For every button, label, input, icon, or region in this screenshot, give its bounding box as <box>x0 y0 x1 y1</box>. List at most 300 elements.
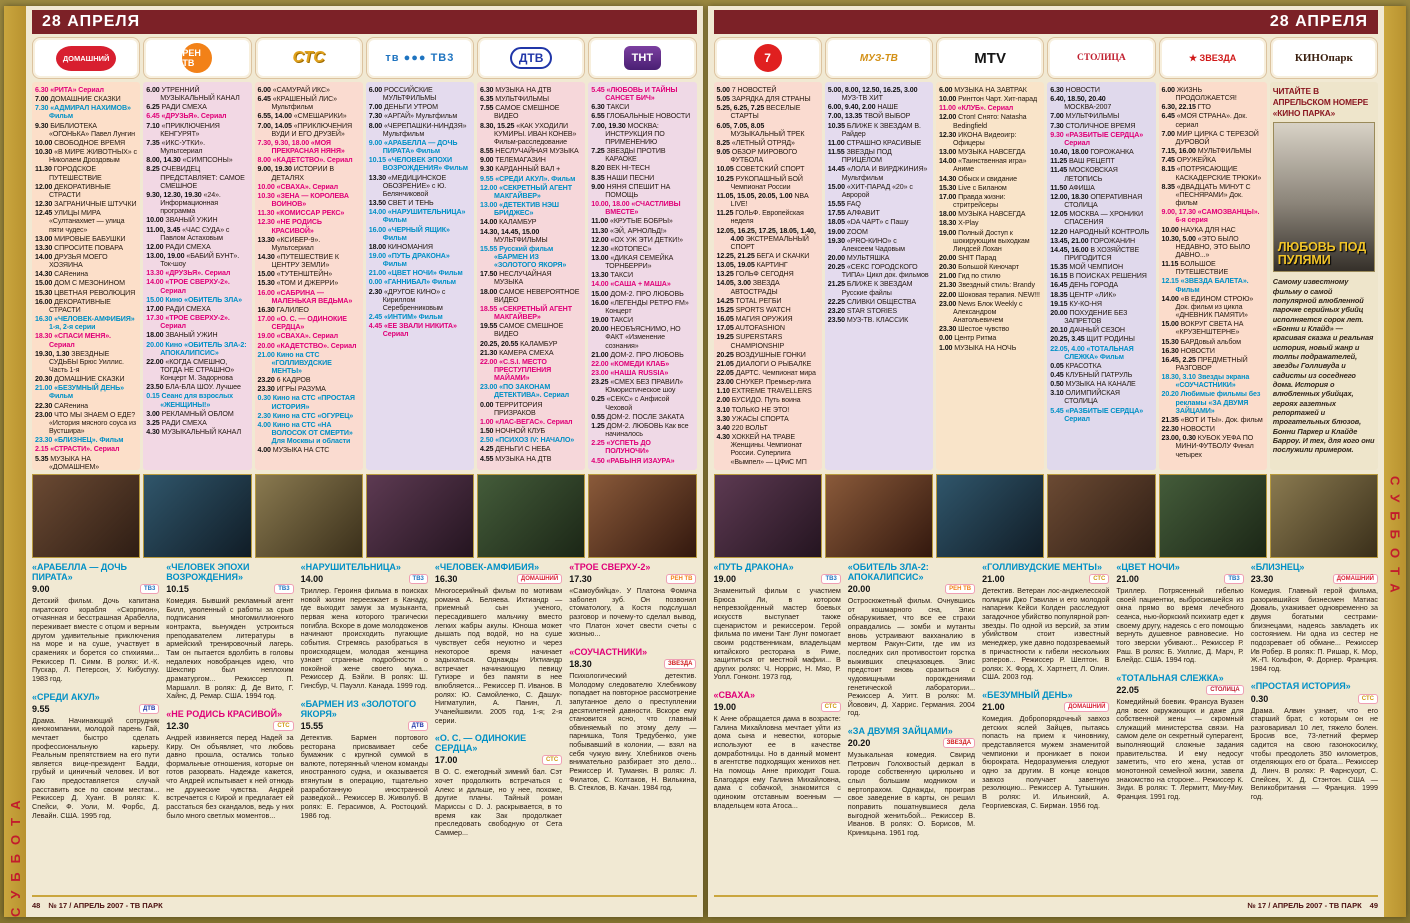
program-entry: 0.45 КЛУБНЫЙ ПАТРУЛЬ <box>1050 371 1133 379</box>
program-entry: 10.15 «ЧЕЛОВЕК ЭПОХИ ВОЗРОЖДЕНИЯ» Фильм <box>368 156 468 173</box>
film-still-strip-left <box>32 474 697 558</box>
program-entry: 15.30 ЦВЕТНАЯ РЕВОЛЮЦИЯ <box>35 288 136 297</box>
program-entry: 20.30 Большой Киночарт <box>939 263 1019 272</box>
program-time: 6.45 <box>257 95 271 104</box>
program-time: 0.15 <box>146 392 160 401</box>
film-title: «ЗА ДВУМЯ ЗАЙЦАМИ» <box>847 726 953 737</box>
program-time: 7.00 <box>1161 129 1175 138</box>
film-title: «НАРУШИТЕЛЬНИЦА» <box>300 562 401 572</box>
program-entry: 13.00 «ДИКАЯ СЕМЕЙКА ТОРНБЕРРИ» <box>591 253 674 271</box>
program-time: 11.00 <box>827 138 845 147</box>
program-entry: 20.00 МУЛЬТЯШКА <box>827 253 890 262</box>
program-time: 8.00 <box>368 121 383 130</box>
program-time: 0.00 <box>368 278 383 287</box>
film-title: «О. С. — ОДИНОКИЕ СЕРДЦА» <box>434 733 527 754</box>
description-column <box>569 562 696 892</box>
zvezda-channel-badge: ЗВЕЗДА <box>664 659 696 669</box>
program-time: 19.30 <box>827 236 846 245</box>
mtv-channel-logo <box>936 37 1044 79</box>
program-entry: 15.00 ДОМ-2. ПРО ЛЮБОВЬ <box>591 289 684 298</box>
program-time: 0.30 <box>257 394 271 403</box>
program-entry: 4.50 «РАБЫНЯ ИЗАУРА» <box>591 456 675 465</box>
film-title: «ПРОСТАЯ ИСТОРИЯ» <box>1250 681 1351 692</box>
film-title: «БАРМЕН ИЗ «ЗОЛОТОГО ЯКОРЯ» <box>300 698 417 719</box>
program-time: 20.25, 3.45 <box>1050 335 1085 344</box>
program-time: 6.00 <box>257 86 271 94</box>
program-time: 7.35 <box>146 138 160 147</box>
film-description <box>569 647 696 793</box>
film-time-row <box>848 738 975 748</box>
program-entry: 11.15 БОЛЬШОЕ ПУТЕШЕСТВИЕ <box>1161 260 1229 277</box>
program-entry: 6.55, 14.00 «СМЕШАРИКИ» <box>257 112 347 121</box>
tv3-channel-badge: ТВ3 <box>274 584 293 594</box>
page-number: 48 <box>32 900 41 910</box>
program-time: 15.30 <box>939 183 957 192</box>
ren-channel-badge: РЕН ТВ <box>666 574 696 584</box>
program-time: 15.30 <box>257 279 275 288</box>
film-time: 21.00 <box>982 702 1005 713</box>
tv3-channel-badge: ТВ3 <box>821 574 840 584</box>
film-title: «НЕ РОДИСЬ КРАСИВОЙ» <box>166 708 283 719</box>
program-entry: 13.30 ТАКСИ <box>591 271 633 280</box>
dom-channel-badge: ДОМАШНИЙ <box>1333 574 1378 584</box>
film-still-photo <box>143 474 251 558</box>
program-time: 9.30 <box>1050 130 1064 139</box>
program-entry: 16.00 «ЧЕРНЫЙ ЯЩИК» Фильм <box>368 225 450 242</box>
program-time: 13.00, 19.00 <box>146 251 185 260</box>
film-title: «ЧЕЛОВЕК-АМФИБИЯ» <box>434 562 540 572</box>
program-entry: 9.30 КАРДАННЫЙ ВАЛ + <box>480 165 561 174</box>
program-entry: 9.00, 19.30 ИСТОРИИ В ДЕТАЛЯХ <box>257 165 335 182</box>
film-description <box>435 733 562 837</box>
film-time-row <box>1251 574 1378 584</box>
program-list-muz <box>825 82 933 470</box>
program-time: 15.25 <box>716 305 734 314</box>
program-time: 6.40, 18.50, 20.40 <box>1050 95 1106 104</box>
program-entry: 19.30 «PRO-КИНО» с Алексеем Чадовым <box>827 236 905 253</box>
program-entry: 0.00 Центр Ритма <box>939 334 997 343</box>
tv3-logo-text: тв ●●● ТВ3 <box>385 52 455 64</box>
program-time: 6.45 <box>1161 112 1175 121</box>
program-time: 7.25 <box>591 147 605 156</box>
film-time: 20.20 <box>847 738 871 749</box>
program-entry: 23.50 МУЗ-ТВ. КЛАССИК <box>827 316 909 325</box>
program-time: 12.20 <box>1050 227 1068 236</box>
program-time: 15.00 <box>35 279 53 288</box>
program-time: 13.00 <box>35 234 53 243</box>
bonnie-and-clyde-photo <box>1273 122 1375 272</box>
program-time: 8.25 <box>146 165 160 174</box>
film-still-photo <box>588 474 696 558</box>
program-time: 13.00 <box>480 201 498 210</box>
tnt-logo-text: ТНТ <box>624 46 661 70</box>
program-time: 22.00 <box>591 359 609 368</box>
date-label: 28 АПРЕЛЯ <box>42 13 141 30</box>
program-entry: 1.00 МУЗЫКА НА НОЧЬ <box>939 343 1017 352</box>
channel-column-kino <box>1270 37 1378 470</box>
ren-logo-text: РЕН ТВ <box>182 43 212 73</box>
program-time: 10.25 <box>716 174 734 183</box>
film-title: «ТРОЕ СВЕРХУ-2» <box>569 562 651 572</box>
program-entry: 7.25 ЗВЕЗДЫ ПРОТИВ КАРАОКЕ <box>591 147 666 164</box>
page-left-content <box>26 6 703 917</box>
program-time: 12.00 <box>939 113 957 122</box>
program-entry: 21.00 ДОМ-2. ПРО ЛЮБОВЬ <box>591 350 684 359</box>
program-entry: 0.15 Сеанс для взрослых «ЖЕНЩИНЫ!» <box>146 392 233 409</box>
film-synopsis: Детектив. Ветеран лос-анджелесской полиции Джо Гэвилан и его молодой напарник Кейси Колден расследуют загадочное убийство популярной рэп-звезды. По одной из версий, за этим убийством стоит известный менеджер, уже давно подозреваемый в причастности к гибели нескольких рэперов... Режиссер Р. Шелтон. В ролях: Х. Форд, Х. Хартнетт, Л. Олин. США. 2003 год. <box>982 586 1110 682</box>
weekday-band-right <box>1384 6 1406 917</box>
program-time: 18.55 <box>480 304 498 313</box>
film-synopsis: В О. С. ежегодный зимний бал. Сэт хочет продолжить встречаться с Алекс и дальше, но у нее, похоже, другие планы. Тайный роман Мариссы с D. J. раскрывается, в то время как Зак продолжает преследовать свободную от Сета Саммер... <box>434 767 563 837</box>
program-time: 11.15 <box>1161 260 1179 269</box>
program-time: 13.45, 21.00 <box>1050 236 1089 245</box>
film-title: «СОУЧАСТНИКИ» <box>569 646 648 657</box>
program-entry: 8.00 «КАДЕТСТВО». Сериал <box>257 156 353 165</box>
program-entry: 9.55 «СРЕДИ АКУЛ». Фильм <box>480 174 576 183</box>
tv3-channel-badge: ТВ3 <box>409 574 428 584</box>
channel-column-ren <box>143 37 251 470</box>
weekday-label: СУББОТА <box>1387 476 1403 602</box>
description-column <box>435 562 562 892</box>
program-entry: 4.00 МУЗЫКА НА СТС <box>257 446 330 455</box>
film-description <box>435 562 562 725</box>
program-entry: 6.00, 9.40, 2.00 НАШЕ <box>827 103 899 112</box>
program-time: 6.30 <box>591 103 605 112</box>
film-title: «БЕЗУМНЫЙ ДЕНЬ» <box>982 690 1073 701</box>
program-time: 11.30 <box>35 165 52 174</box>
program-entry: 14.00 «САША + МАША» <box>591 280 671 289</box>
program-entry: 8.35 «ДВАДЦАТЬ МИНУТ С «ПЕСНЯРАМИ» Док. фильм <box>1161 182 1251 208</box>
page-right-content <box>708 6 1385 917</box>
program-entry: 16.00 «ЛЕГЕНДЫ РЕТРО FM» Концерт <box>591 298 689 315</box>
film-time: 19.00 <box>713 574 737 585</box>
program-entry: 0.55 ДОМ-2. ПОСЛЕ ЗАКАТА <box>591 412 685 421</box>
description-column <box>32 562 159 892</box>
program-entry: 18.05 «DA ЧАРТ» с Пашу <box>827 218 909 227</box>
program-time: 23.00 <box>480 383 498 392</box>
program-entry: 13.45, 21.00 ГОРОЖАНИН <box>1050 236 1135 245</box>
program-time: 12.00, 18.30 <box>1050 192 1089 201</box>
program-time: 9.00, 17.30 <box>1161 208 1196 217</box>
page-footer-left <box>32 895 697 913</box>
program-time: 3.25 <box>146 418 160 427</box>
program-entry: 16.30 ГАЛИЛЕО <box>257 305 309 314</box>
program-entry: 11.00 СТРАШНО КРАСИВЫЕ <box>827 138 922 147</box>
program-time: 19.25 <box>716 333 734 342</box>
kinopark-promo <box>1270 82 1378 470</box>
program-time: 12.00 <box>35 182 53 191</box>
program-time: 6.00 <box>1161 86 1175 94</box>
program-time: 14.45, 16.00 <box>1050 245 1089 254</box>
program-list-s7 <box>714 82 822 470</box>
program-time: 12.00 <box>591 235 609 244</box>
program-entry: 6.40, 18.50, 20.40 МОСКВА-2007 <box>1050 95 1112 112</box>
weekday-band-left <box>4 6 26 917</box>
page-number: 49 <box>1369 900 1378 910</box>
film-synopsis: Комедия. Добропорядочный завхоз детских яслей Зайцев, пытаясь попасть на прием к чиновнику, представляется мужем знаменитой чемпионки и проникает в покои бюрократа. Недоразумения следуют одно за другим. В конце концов завхоз получает заветную резолюцию... Режиссер А. Тутышкин. В ролях: И. Ильинский, А. Георгиевская, С. Бирман. 1956 год. <box>982 714 1110 810</box>
muz-channel-logo <box>825 37 933 79</box>
program-time: 19.00 <box>591 316 609 325</box>
program-time: 22.00 <box>146 357 164 366</box>
program-entry: 1.25 ДОМ-2. ЛЮБОВЬ Как все начиналось <box>591 421 689 439</box>
film-synopsis: Триллер. Потрясенный гибелью своей пациентки, выбросившейся из окна прямо во время лечебного сеанса, нью-йоркский психиатр едет к своему другу, надеясь с его помощью вернуть душевное равновесие. Но того зверски убивают... Режиссер Р. Раш. В ролях: Б. Уиллис, Д. Марч, Р. Блейдс. США. 1994 год. <box>1116 586 1244 665</box>
stolica-channel-logo <box>1047 37 1155 79</box>
program-time: 15.35 <box>1050 263 1068 272</box>
program-time: 22.30 <box>35 401 53 410</box>
dom-channel-badge: ДОМАШНИЙ <box>517 574 562 584</box>
program-entry: 6.00 МУЗЫКА НА ЗАВТРАК <box>939 86 1027 94</box>
program-entry: 14.45 «ЛОЛА И ВИРДЖИНИЯ» Мультфильм <box>827 165 928 182</box>
program-time: 18.00 <box>939 210 957 219</box>
program-entry: 3.25 РАДИ СМЕХА <box>146 418 207 427</box>
program-entry: 23.00 News Блок Weekly с Александром Анатольевичем <box>939 299 1023 325</box>
program-entry: 15.00 ВОКРУГ СВЕТА НА «КРУЗЕНШТЕРНЕ» <box>1161 320 1244 337</box>
page-left <box>4 6 703 917</box>
film-still-photo <box>1270 474 1378 558</box>
film-synopsis: Комедия. Бывший рекламный агент Билл, уволенный с работы за срыв подписания многомиллионного контракта, вынужден устроиться преподавателем литературы в армейский тренировочный лагерь. Там он пытается вдолбить в головы недалеких новобранцев идею, что Шекспир был неплохим драматургом... Режиссер П. Маршалл. В ролях: Д. Де Вито, Г. Хайнс, Д. Ремар. США. 1994 год. <box>166 596 294 701</box>
program-entry: 10.30 «В МИРЕ ЖИВОТНЫХ» с Николаем Дроздовым <box>35 148 137 165</box>
program-time: 7.00, 14.05 <box>257 121 292 130</box>
program-time: 22.25 <box>827 297 846 306</box>
program-entry: 12.25, 21.25 БЕГА И СКАЧКИ <box>716 251 810 260</box>
program-time: 5.05 <box>716 95 730 104</box>
program-time: 12.00 <box>146 242 164 251</box>
program-entry: 13.05, 19.05 КАРТИНГ <box>716 261 788 270</box>
program-list-zvezda <box>1159 82 1267 470</box>
program-list-stolica <box>1047 82 1155 470</box>
film-title: «ГОЛЛИВУДСКИЕ МЕНТЫ» <box>982 562 1102 572</box>
program-time: 12.30 <box>591 244 609 253</box>
program-entry: 7.30 «АРГАЙ» Мультфильм <box>368 112 458 121</box>
program-time: 14.00 <box>480 218 498 227</box>
program-entry: 23.00, 0.30 КУБОК УЕФА ПО МИНИ-ФУТБОЛУ Финал четырех <box>1161 434 1254 459</box>
film-time-row <box>714 574 841 584</box>
program-time: 5.00, 8.00, 12.50, 16.25, 3.00 <box>827 86 918 94</box>
program-entry: 2.45 «ИНТИМ» Фильм <box>368 313 443 322</box>
program-entry: 13.25 ГОЛЬФ СЕГОДНЯ <box>716 270 794 279</box>
film-time-row <box>32 584 159 594</box>
program-entry: 18.00 ЗВАНЫЙ УЖИН <box>146 331 218 340</box>
program-time: 23.25 <box>591 378 609 387</box>
program-time: 20.25, 20.55 <box>480 339 519 348</box>
program-time: 1.00 <box>939 343 953 352</box>
program-entry: 6.45 «ДРУЗЬЯ». Сериал <box>146 112 227 121</box>
program-entry: 9.30, 12.30, 19.30 «24». Информационная программа <box>146 190 221 216</box>
program-entry: 20.00 «КАДЕТСТВО». Сериал <box>257 341 357 350</box>
dtv-channel-badge: ДТВ <box>139 704 159 714</box>
program-entry: 7.00 ДЕНЬГИ УТРОМ <box>368 103 438 112</box>
program-entry: 10.35 БЛИЖЕ К ЗВЕЗДАМ В. Райдер <box>827 121 921 138</box>
film-still-photo <box>366 474 474 558</box>
program-entry: 14.30 Обыск и свидание <box>939 174 1017 183</box>
film-description <box>166 562 293 701</box>
program-time: 19.15 <box>1050 299 1068 308</box>
film-time: 21.00 <box>982 574 1005 585</box>
program-entry: 7.00, 19.30 МОСКВА: ИНСТРУКЦИЯ ПО ПРИМЕНЕНИЮ <box>591 121 665 146</box>
program-time: 23.20 <box>257 376 275 385</box>
program-entry: 15.55 FAQ <box>827 200 861 209</box>
program-entry: 22.00 «C.S.I. МЕСТО ПРЕСТУПЛЕНИЯ МАЙАМИ» <box>480 357 552 383</box>
program-entry: 2.30 Кино на СТС «ОГУРЕЦ» <box>257 411 354 420</box>
program-time: 12.00 <box>480 183 498 192</box>
description-column <box>848 562 975 892</box>
program-entry: 23.00 «ПО ЗАКОНАМ ДЕТЕКТИВА». Сериал <box>480 383 569 400</box>
program-entry: 17.00 Правда жизни: стритрейсеры <box>939 192 1006 210</box>
film-description <box>32 562 159 684</box>
program-entry: 23.00 СНУКЕР. Премьер-лига <box>716 378 811 387</box>
program-time: 1.50 <box>480 427 494 436</box>
program-time: 2.25 <box>591 439 605 448</box>
program-entry: 18.35 ЦЕНТР «ЛИК» <box>1050 290 1117 299</box>
program-entry: 12.20 НАРОДНЫЙ КОНТРОЛЬ <box>1050 227 1150 236</box>
program-entry: 10.00, 18.00 «СЧАСТЛИВЫ ВМЕСТЕ» <box>591 200 681 217</box>
film-synopsis: Многосерийный фильм по мотивам романа А. Беляева. Ихтиандр — приемный сын ученого, пересадившего мальчику вместо легких жабры акулы. Юноша может дышать под водой, но на суше чувствует себя неуютно и через некоторое время начинает задыхаться. Однажды Ихтиандр встречает начинающую певицу Гутиэре и без памяти в нее влюбляется... Режиссер П. Иванов. В ролях: Ю. Самойленко, С. Дашук-Нигматулин, А. Панин, Л. Учанейшвили. 2005 год. 1-я; 2-я серии. <box>434 586 563 725</box>
program-time: 19.00 <box>939 228 957 237</box>
program-time: 4.30 <box>716 433 730 442</box>
description-column <box>1116 562 1243 892</box>
program-entry: 9.00 ТЕЛЕМАГАЗИН <box>480 156 546 165</box>
dtv-logo-text: ДТВ <box>510 47 553 69</box>
program-time: 6.30 <box>480 86 494 94</box>
program-entry: 22.00 Шоковая терапия. NEW!!! <box>939 290 1040 299</box>
film-time-row <box>1251 694 1378 704</box>
program-entry: 21.05 ДИАЛОГИ О РЫБАЛКЕ <box>716 359 812 368</box>
program-time: 14.00 <box>368 208 387 217</box>
program-entry: 7.00 ДОМАШНИЕ СКАЗКИ <box>35 95 121 104</box>
program-time: 5.45 <box>1050 406 1064 415</box>
film-synopsis: «Самоубийца». У Платона Фомича заболел зуб. Он позвонил стоматологу, а Костя подслушал разговор и почему-то сделал вывод, что Платон хочет свести счеты с жизнью... <box>569 586 697 639</box>
program-entry: 12.00 «СЕКРЕТНЫЙ АГЕНТ МАКГАЙВЕР» <box>480 183 572 200</box>
program-entry: 21.00 Гид по стилю <box>939 272 1001 281</box>
kino-logo-text: КИНОпарк <box>1294 52 1353 64</box>
program-entry: 23.30 Шестое чувство <box>939 325 1010 334</box>
program-time: 13.30 <box>257 235 275 244</box>
program-time: 18.00 <box>480 287 498 296</box>
program-entry: 9.00, 17.30 «САМОЗВАНЦЫ». 6-я серия <box>1161 208 1260 225</box>
program-time: 7.45 <box>1161 156 1175 165</box>
program-time: 0.55 <box>591 412 605 421</box>
program-entry: 17.00 РАДИ СМЕХА <box>146 304 211 313</box>
program-entry: 4.45 «ЕЕ ЗВАЛИ НИКИТА» Сериал <box>368 322 457 339</box>
program-time: 23.30 <box>939 325 957 334</box>
film-description <box>714 690 841 810</box>
sts-channel-badge: СТС <box>273 721 293 731</box>
channel-column-stolica <box>1047 37 1155 470</box>
program-entry: 4.55 МУЗЫКА НА ДТВ <box>480 454 552 463</box>
stolica-logo-text: СТОЛИЦА <box>1077 53 1126 63</box>
program-time: 2.00 <box>716 396 730 405</box>
description-column <box>301 562 428 892</box>
program-time: 15.55 <box>480 244 498 253</box>
program-entry: 6.00 «САМУРАЙ ИКС» <box>257 86 330 94</box>
program-time: 21.30 <box>939 281 957 290</box>
channel-column-s7 <box>714 37 822 470</box>
program-time: 15.00 <box>827 182 846 191</box>
film-time: 12.30 <box>166 720 189 731</box>
program-time: 11.25 <box>716 209 734 218</box>
program-time: 18.05 <box>827 218 846 227</box>
program-entry: 21.30 Звездный стиль: Brandy <box>939 281 1035 290</box>
program-list-dom <box>32 82 140 470</box>
program-time: 17.00 <box>939 192 957 201</box>
program-time: 0.00 <box>939 334 953 343</box>
program-entry: 14.00 «НАРУШИТЕЛЬНИЦА» Фильм <box>368 208 466 225</box>
program-list-tnt <box>588 82 696 470</box>
program-time: 6.00 <box>939 86 953 94</box>
program-entry: 10.00 «СВАХА». Сериал <box>257 182 339 191</box>
program-time: 4.00 <box>257 446 271 455</box>
program-entry: 23.50 БЛА-БЛА ШОУ. Лучшее <box>146 383 241 392</box>
program-time: 11.55 <box>827 148 845 157</box>
program-time: 6.25 <box>146 103 160 112</box>
program-entry: 6.30 НОВОСТИ <box>1050 86 1100 94</box>
program-entry: 5.35 МУЗЫКА НА «ДОМАШНЕМ» <box>35 454 100 470</box>
program-time: 22.05, 4.00 <box>1050 344 1085 353</box>
program-entry: 16.05 МАГИЯ ОРУЖИЯ <box>716 315 793 324</box>
film-description <box>301 562 428 691</box>
program-time: 3.10 <box>716 405 730 414</box>
program-time: 19.55 <box>480 322 498 331</box>
film-time-row <box>32 704 159 714</box>
film-time-row <box>435 574 562 584</box>
program-list-dtv <box>477 82 585 470</box>
film-time: 15.55 <box>300 720 324 731</box>
program-time: 20.30 <box>939 263 957 272</box>
program-entry: 19.00 «СВАХА». Сериал <box>257 332 339 341</box>
program-time: 21.00 <box>35 384 53 393</box>
program-time: 22.00 <box>939 290 957 299</box>
program-entry: 19.00 ZOOM <box>827 227 868 236</box>
program-entry: 11.45 МОСКОВСКАЯ ЛЕТОПИСЬ <box>1050 166 1118 183</box>
film-time: 17.00 <box>434 755 458 766</box>
film-time: 0.30 <box>1250 693 1269 704</box>
program-time: 14.25 <box>716 296 734 305</box>
program-time: 9.00 <box>480 156 494 165</box>
film-synopsis: Драма. Алвин узнает, что его старший брат, с которым он не разговаривал 10 лет, тяжело болен. Бросив все, 73-летний фермер садится на свою газонокосилку, чтобы преодолеть 350 километров, отделяющих его от брата... Режиссер Д. Линч. В ролях: Р. Фарнсуорт, С. Спейсек, Х. Д. Стэнтон. США — Великобритания — Франция. 1999 год. <box>1250 705 1378 801</box>
program-entry: 15.00 «ТУТЕНШТЕЙН» <box>257 270 333 279</box>
tv3-channel-badge: ТВ3 <box>140 584 159 594</box>
program-entry: 8.35 НАШИ ПЕСНИ <box>591 173 655 182</box>
film-descriptions-left <box>32 562 697 892</box>
channel-grid-right <box>714 37 1379 470</box>
program-time: 14.00 <box>1161 294 1179 303</box>
program-time: 4.25 <box>480 445 494 454</box>
program-time: 6.00, 9.40, 2.00 <box>827 103 876 112</box>
program-entry: 20.00 SHIT Парад <box>939 253 997 262</box>
muz-logo-text: МУЗ-ТВ <box>859 52 898 64</box>
program-time: 13.50 <box>368 199 387 208</box>
program-entry: 12.15 «ЗВЕЗДА БАЛЕТА». Фильм <box>1161 277 1249 294</box>
program-time: 14.30 <box>257 252 275 261</box>
program-time: 12.05, 16.25, 17.25, 18.05, 1.40, 4.00 <box>716 226 816 243</box>
program-time: 1.25 <box>591 421 605 430</box>
program-entry: 12.30 «НЕ РОДИСЬ КРАСИВОЙ» <box>257 218 322 235</box>
program-entry: 5.05 ЗАРЯДКА ДЛЯ СТРАНЫ <box>716 95 811 104</box>
program-time: 12.15 <box>1161 277 1179 286</box>
program-time: 11.00 <box>939 104 956 113</box>
film-still-strip-right <box>714 474 1379 558</box>
program-time: 21.00 <box>939 272 957 281</box>
program-time: 0.45 <box>1050 371 1064 379</box>
program-entry: 7.15, 16.00 МУЛЬТФИЛЬМЫ <box>1161 147 1252 156</box>
program-time: 7.30, 9.30, 18.00 <box>257 138 310 147</box>
program-entry: 0.00 ТЕРРИТОРИЯ ПРИЗРАКОВ <box>480 400 543 417</box>
program-time: 8.55 <box>480 147 494 156</box>
film-title: «ОБИТЕЛЬ ЗЛА-2: АПОКАЛИПСИС» <box>847 562 929 583</box>
program-time: 13.00 <box>591 253 609 262</box>
program-time: 9.55 <box>480 174 494 183</box>
program-time: 11.30 <box>591 226 609 235</box>
